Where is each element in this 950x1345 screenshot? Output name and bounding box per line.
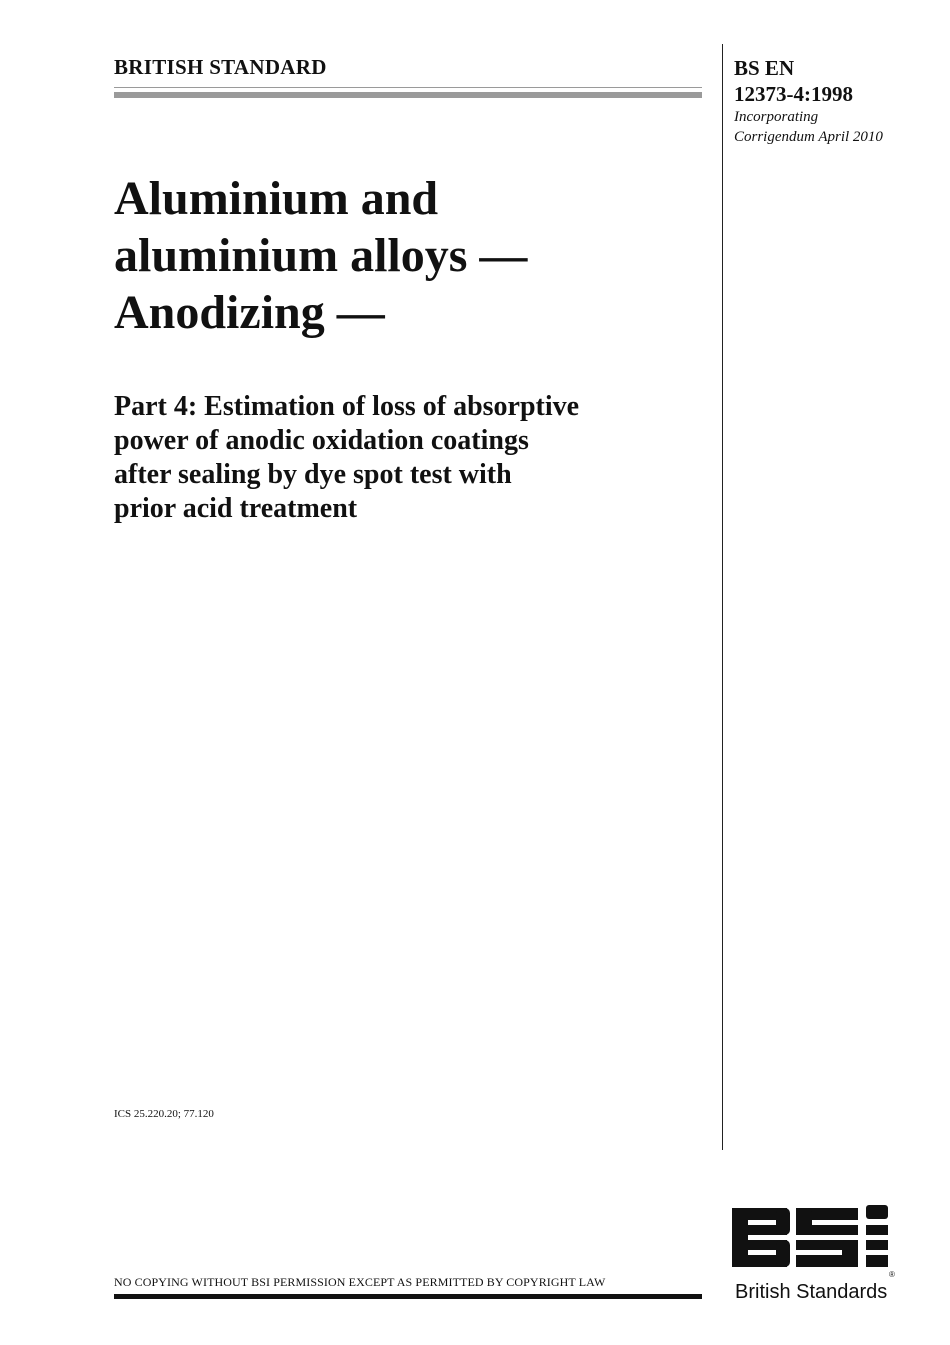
bsi-registered-mark: ® [889, 1270, 895, 1277]
bsi-logo-letter-s [796, 1208, 858, 1267]
standard-number [734, 55, 934, 107]
standard-number-line-2: 12373-4:1998 [734, 82, 853, 106]
main-title-line-1: Aluminium and [114, 172, 439, 225]
header-rule-thin [114, 87, 702, 88]
part-title-line-1: Part 4: Estimation of loss of absorptive [114, 391, 580, 422]
ics-code: ICS 25.220.20; 77.120 [114, 1108, 214, 1120]
footer-rule [114, 1294, 702, 1299]
document-type-label: BRITISH STANDARD [114, 55, 327, 79]
part-title-line-3: after sealing by dye spot test with [114, 459, 512, 490]
main-title-line-2: aluminium alloys — [114, 229, 528, 282]
part-title [114, 390, 714, 526]
corrigendum-line-2: Corrigendum April 2010 [734, 129, 883, 145]
part-title-line-2: power of anodic oxidation coatings [114, 425, 529, 456]
main-title-line-3: Anodizing — [114, 286, 385, 339]
part-title-line-4: prior acid treatment [114, 493, 358, 524]
corrigendum-note [734, 107, 944, 147]
corrigendum-line-1: Incorporating [734, 109, 819, 125]
bsi-logo-letter-b [732, 1208, 790, 1267]
vertical-divider [722, 44, 723, 1150]
header-rule-thick [114, 92, 702, 98]
standard-number-line-1: BS EN [734, 56, 795, 80]
bsi-logo-letter-i [866, 1205, 888, 1267]
copyright-notice: NO COPYING WITHOUT BSI PERMISSION EXCEPT AS PERMITTED BY COPYRIGHT LAW [114, 1275, 606, 1289]
bsi-logo [732, 1205, 897, 1277]
main-title [114, 170, 714, 341]
bsi-logo-subtitle: British Standards [735, 1281, 888, 1303]
